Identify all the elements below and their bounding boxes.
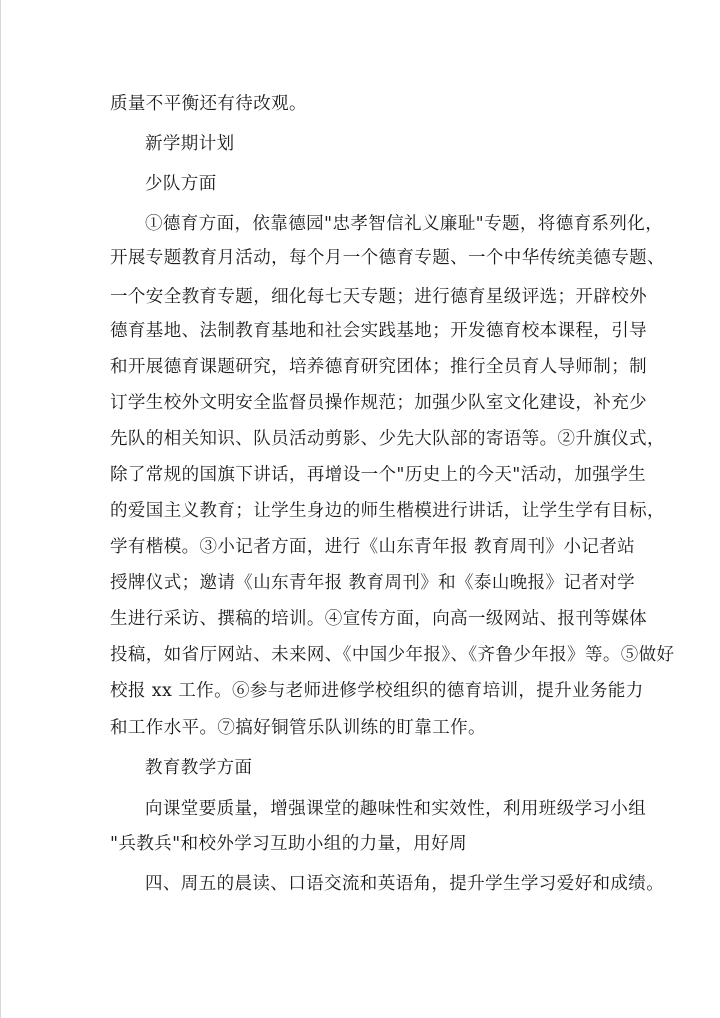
text-line: 一个安全教育专题，细化每七天专题；进行德育星级评选；开辟校外 xyxy=(110,287,647,307)
section-heading-teaching: 教育教学方面 xyxy=(145,758,253,778)
page-edge xyxy=(0,0,1,1018)
text-line: 先队的相关知识、队员活动剪影、少先大队部的寄语等。②升旗仪式， xyxy=(110,429,665,449)
section-heading-young-pioneers: 少队方面 xyxy=(145,174,217,194)
text-line: 生进行采访、撰稿的培训。④宣传方面，向高一级网站、报刊等媒体 xyxy=(110,609,647,629)
section-heading-new-semester-plan: 新学期计划 xyxy=(145,134,235,154)
text-line: 开展专题教育月活动，每个月一个德育专题、一个中华传统美德专题、 xyxy=(110,248,665,268)
text-line: 质量不平衡还有待改观。 xyxy=(110,94,307,114)
text-line: 订学生校外文明安全监督员操作规范；加强少队室文化建设，补充少 xyxy=(110,393,647,413)
text-line: "兵教兵"和校外学习互助小组的力量，用好周 xyxy=(110,834,467,854)
text-line: 投稿，如省厅网站、未来网、《中国少年报》、《齐鲁少年报》等。⑤做好 xyxy=(110,645,675,665)
text-line: 德育基地、法制教育基地和社会实践基地；开发德育校本课程，引导 xyxy=(110,321,647,341)
text-line: 的爱国主义教育；让学生身边的师生楷模进行讲话，让学生学有目标， xyxy=(110,501,665,521)
text-line: 和工作水平。⑦搞好铜管乐队训练的盯靠工作。 xyxy=(110,718,486,738)
paragraph-first-line: 四、周五的晨读、口语交流和英语角，提升学生学习爱好和成绩。 xyxy=(145,874,665,894)
paragraph-first-line: 向课堂要质量，增强课堂的趣味性和实效性，利用班级学习小组 xyxy=(145,799,647,819)
text-line: 和开展德育课题研究，培养德育研究团体；推行全员育人导师制；制 xyxy=(110,357,647,377)
text-line: 除了常规的国旗下讲话，再增设一个"历史上的今天"活动，加强学生 xyxy=(110,465,646,485)
text-line: 校报 xx 工作。⑥参与老师进修学校组织的德育培训，提升业务能力 xyxy=(110,681,644,701)
text-line: 学有楷模。③小记者方面，进行《山东青年报 教育周刊》小记者站 xyxy=(110,537,636,557)
text-line: 授牌仪式；邀请《山东青年报 教育周刊》和《泰山晚报》记者对学 xyxy=(110,573,636,593)
paragraph-first-line: ①德育方面，依靠德园"忠孝智信礼义廉耻"专题，将德育系列化， xyxy=(145,214,664,234)
